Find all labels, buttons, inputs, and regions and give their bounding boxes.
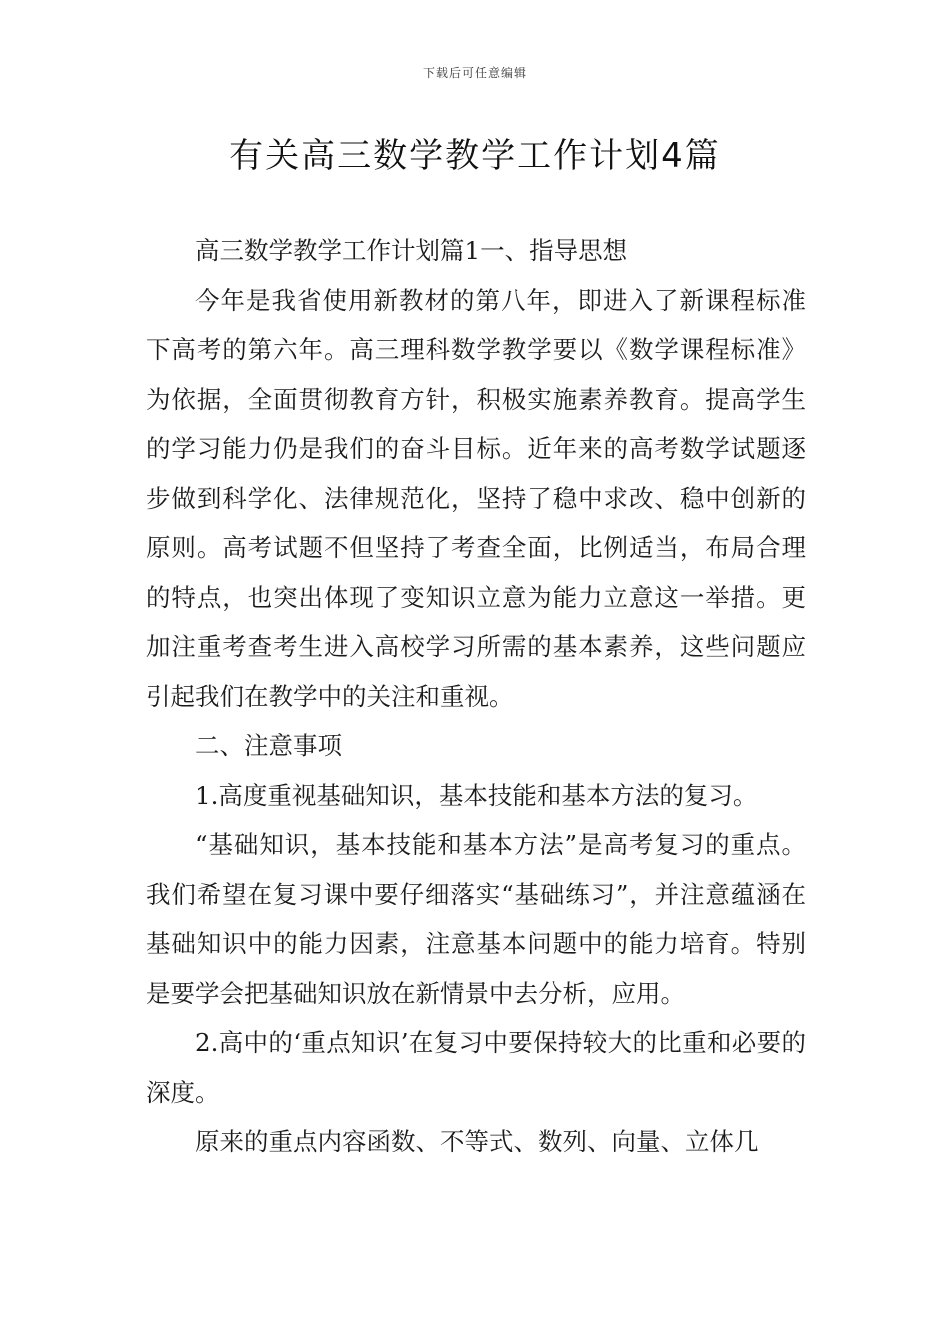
paragraph-guiding-ideas: 今年是我省使用新教材的第八年，即进入了新课程标准下高考的第六年。高三理科数学教学要以《数学课程标准》为依据，全面贯彻教育方针，积极实施素养教育。提高学生的学习能力仍是我们的奋斗目标。近年来的高考数学试题逐步做到科学化、法律规范化，坚持了稳中求改、稳中创新的原则。高考试题不但坚持了考查全面，比例适当，布局合理的特点，也突出体现了变知识立意为能力立意这一举措。更加注重考查考生进入高校学习所需的基本素养，这些问题应引起我们在教学中的关注和重视。 bbox=[146, 285, 806, 711]
document-title: 有关高三数学教学工作计划4篇 bbox=[229, 136, 721, 176]
document-body bbox=[146, 226, 806, 1167]
paragraph-basics: “基础知识，基本技能和基本方法”是高考复习的重点。我们希望在复习课中要仔细落实“基础练习”，并注意蕴涵在基础知识中的能力因素，注意基本问题中的能力培育。特别是要学会把基础知识放在新情景中去分析，应用。 bbox=[146, 830, 806, 1008]
paragraph-key-content: 原来的重点内容函数、不等式、数列、向量、立体几 bbox=[195, 1127, 759, 1156]
paragraph-section-heading: 高三数学教学工作计划篇1一、指导思想 bbox=[195, 236, 628, 265]
paragraph-point-2: 2.高中的‘重点知识’在复习中要保持较大的比重和必要的深度。 bbox=[146, 1028, 806, 1107]
paragraph-notes-heading: 二、注意事项 bbox=[195, 731, 342, 760]
paragraph-point-1: 1.高度重视基础知识，基本技能和基本方法的复习。 bbox=[195, 780, 758, 810]
header-note: 下载后可任意编辑 bbox=[422, 66, 527, 80]
